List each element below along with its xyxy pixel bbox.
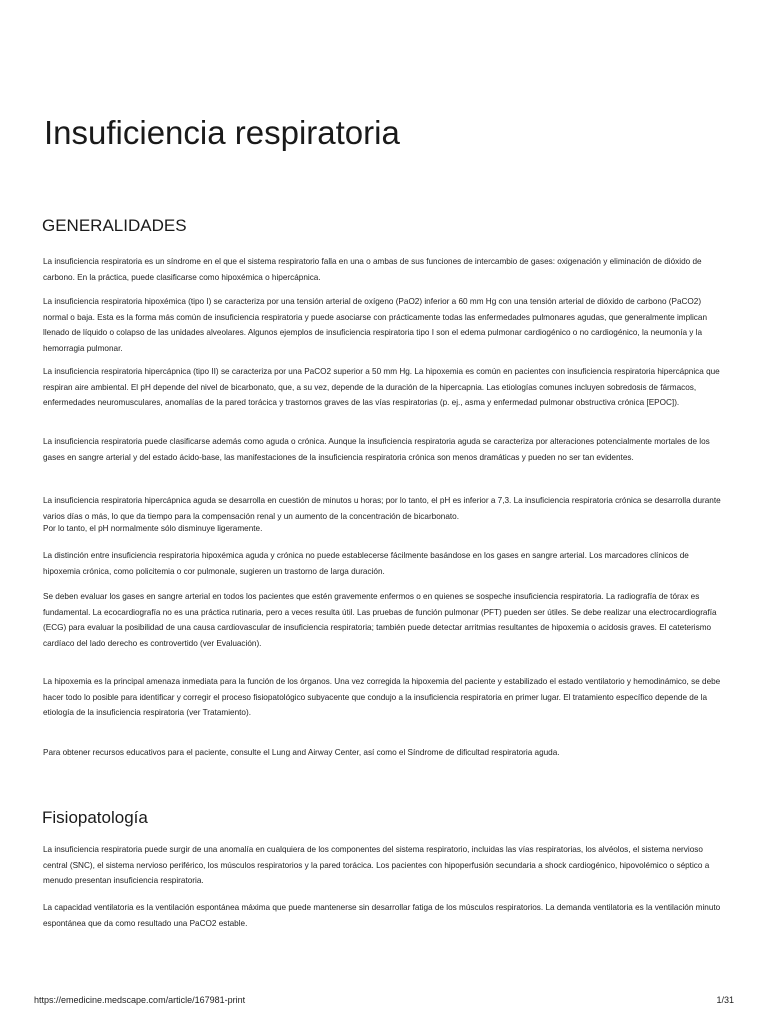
footer-url: https://emedicine.medscape.com/article/167981-print [34,995,246,1005]
page-number: 1/31 [716,995,734,1005]
paragraph: La insuficiencia respiratoria es un síndrome en el que el sistema respiratorio falla en una o ambas de sus funciones de intercambio de gases: oxigenación y eliminación de dióxido de carbono. En la práctica, puede clasificarse como hipoxémica o hipercápnica. [43,257,702,282]
paragraph: Para obtener recursos educativos para el paciente, consulte el Lung and Airway Center, así como el Síndrome de dificultad respiratoria aguda. [43,748,560,757]
paragraph: La insuficiencia respiratoria puede surgir de una anomalía en cualquiera de los componentes del sistema respiratorio, incluidas las vías respiratorias, los alvéolos, el sistema nervioso central (SNC), el sistema nervioso periférico, los músculos respiratorios y la pared torácica. Los pacientes con hipoperfusión secundaria a shock cardiogénico, hipovolémico o séptico a menudo presentan insuficiencia respiratoria. [43,845,710,886]
paragraph: Por lo tanto, el pH normalmente sólo disminuye ligeramente. [43,524,263,533]
paragraph: La hipoxemia es la principal amenaza inmediata para la función de los órganos. Una vez corregida la hipoxemia del paciente y estabilizado el estado ventilatorio y hemodinámico, se debe hacer todo lo posible para identificar y corregir el proceso fisiopatológico subyacente que condujo a la insuficiencia respiratoria en primer lugar. El tratamiento específico depende de la etiología de la insuficiencia respiratoria (ver Tratamiento). [43,677,721,718]
paragraph: La insuficiencia respiratoria hipercápnica aguda se desarrolla en cuestión de minutos u horas; por lo tanto, el pH es inferior a 7,3. La insuficiencia respiratoria crónica se desarrolla durante varios días o más, lo que da tiempo para la compensación renal y un aumento de la concentración de bicarbonato. [43,496,721,521]
paragraph: La insuficiencia respiratoria hipoxémica (tipo I) se caracteriza por una tensión arterial de oxígeno (PaO2) inferior a 60 mm Hg con una tensión arterial de dióxido de carbono (PaCO2) normal o baja. Esta es la forma más común de insuficiencia respiratoria y puede asociarse con prácticamente todas las enfermedades pulmonares agudas, que generalmente implican llenado de líquido o colapso de las unidades alveolares. Algunos ejemplos de insuficiencia respiratoria tipo I son el edema pulmonar cardiogénico o no cardiogénico, la neumonía y la hemorragia pulmonar. [43,297,708,353]
paragraph: La distinción entre insuficiencia respiratoria hipoxémica aguda y crónica no puede establecerse fácilmente basándose en los gases en sangre arterial. Los marcadores clínicos de hipoxemia crónica, como policitemia o cor pulmonale, sugieren un trastorno de larga duración. [43,551,689,576]
page-title: Insuficiencia respiratoria [44,114,400,151]
section-heading-generalidades: GENERALIDADES [42,216,187,235]
section-heading-fisiopatologia: Fisiopatología [42,808,148,827]
paragraph: La insuficiencia respiratoria hipercápnica (tipo II) se caracteriza por una PaCO2 superior a 50 mm Hg. La hipoxemia es común en pacientes con insuficiencia respiratoria hipercápnica que respiran aire ambiental. El pH depende del nivel de bicarbonato, que, a su vez, depende de la duración de la hipercapnia. Las etiologías comunes incluyen sobredosis de fármacos, enfermedades neuromusculares, anomalías de la pared torácica y trastornos graves de las vías respiratorias (p. ej., asma y enfermedad pulmonar obstructiva crónica [EPOC]). [43,367,720,408]
paragraph: La capacidad ventilatoria es la ventilación espontánea máxima que puede mantenerse sin desarrollar fatiga de los músculos respiratorios. La demanda ventilatoria es la ventilación minuto espontánea que da como resultado una PaCO2 estable. [43,903,721,928]
paragraph: La insuficiencia respiratoria puede clasificarse además como aguda o crónica. Aunque la insuficiencia respiratoria aguda se caracteriza por alteraciones potencialmente mortales de los gases en sangre arterial y del estado ácido-base, las manifestaciones de la insuficiencia respiratoria crónica son menos dramáticas y pueden no ser tan evidentes. [43,437,710,462]
paragraph: Se deben evaluar los gases en sangre arterial en todos los pacientes que estén gravemente enfermos o en quienes se sospeche insuficiencia respiratoria. La radiografía de tórax es fundamental. La ecocardiografía no es una práctica rutinaria, pero a veces resulta útil. Las pruebas de función pulmonar (PFT) pueden ser útiles. Se debe realizar una electrocardiografía (ECG) para evaluar la posibilidad de una causa cardiovascular de insuficiencia respiratoria; también puede detectar arritmias resultantes de hipoxemia o acidosis graves. El cateterismo cardíaco del lado derecho es controvertido (ver Evaluación). [43,592,717,648]
